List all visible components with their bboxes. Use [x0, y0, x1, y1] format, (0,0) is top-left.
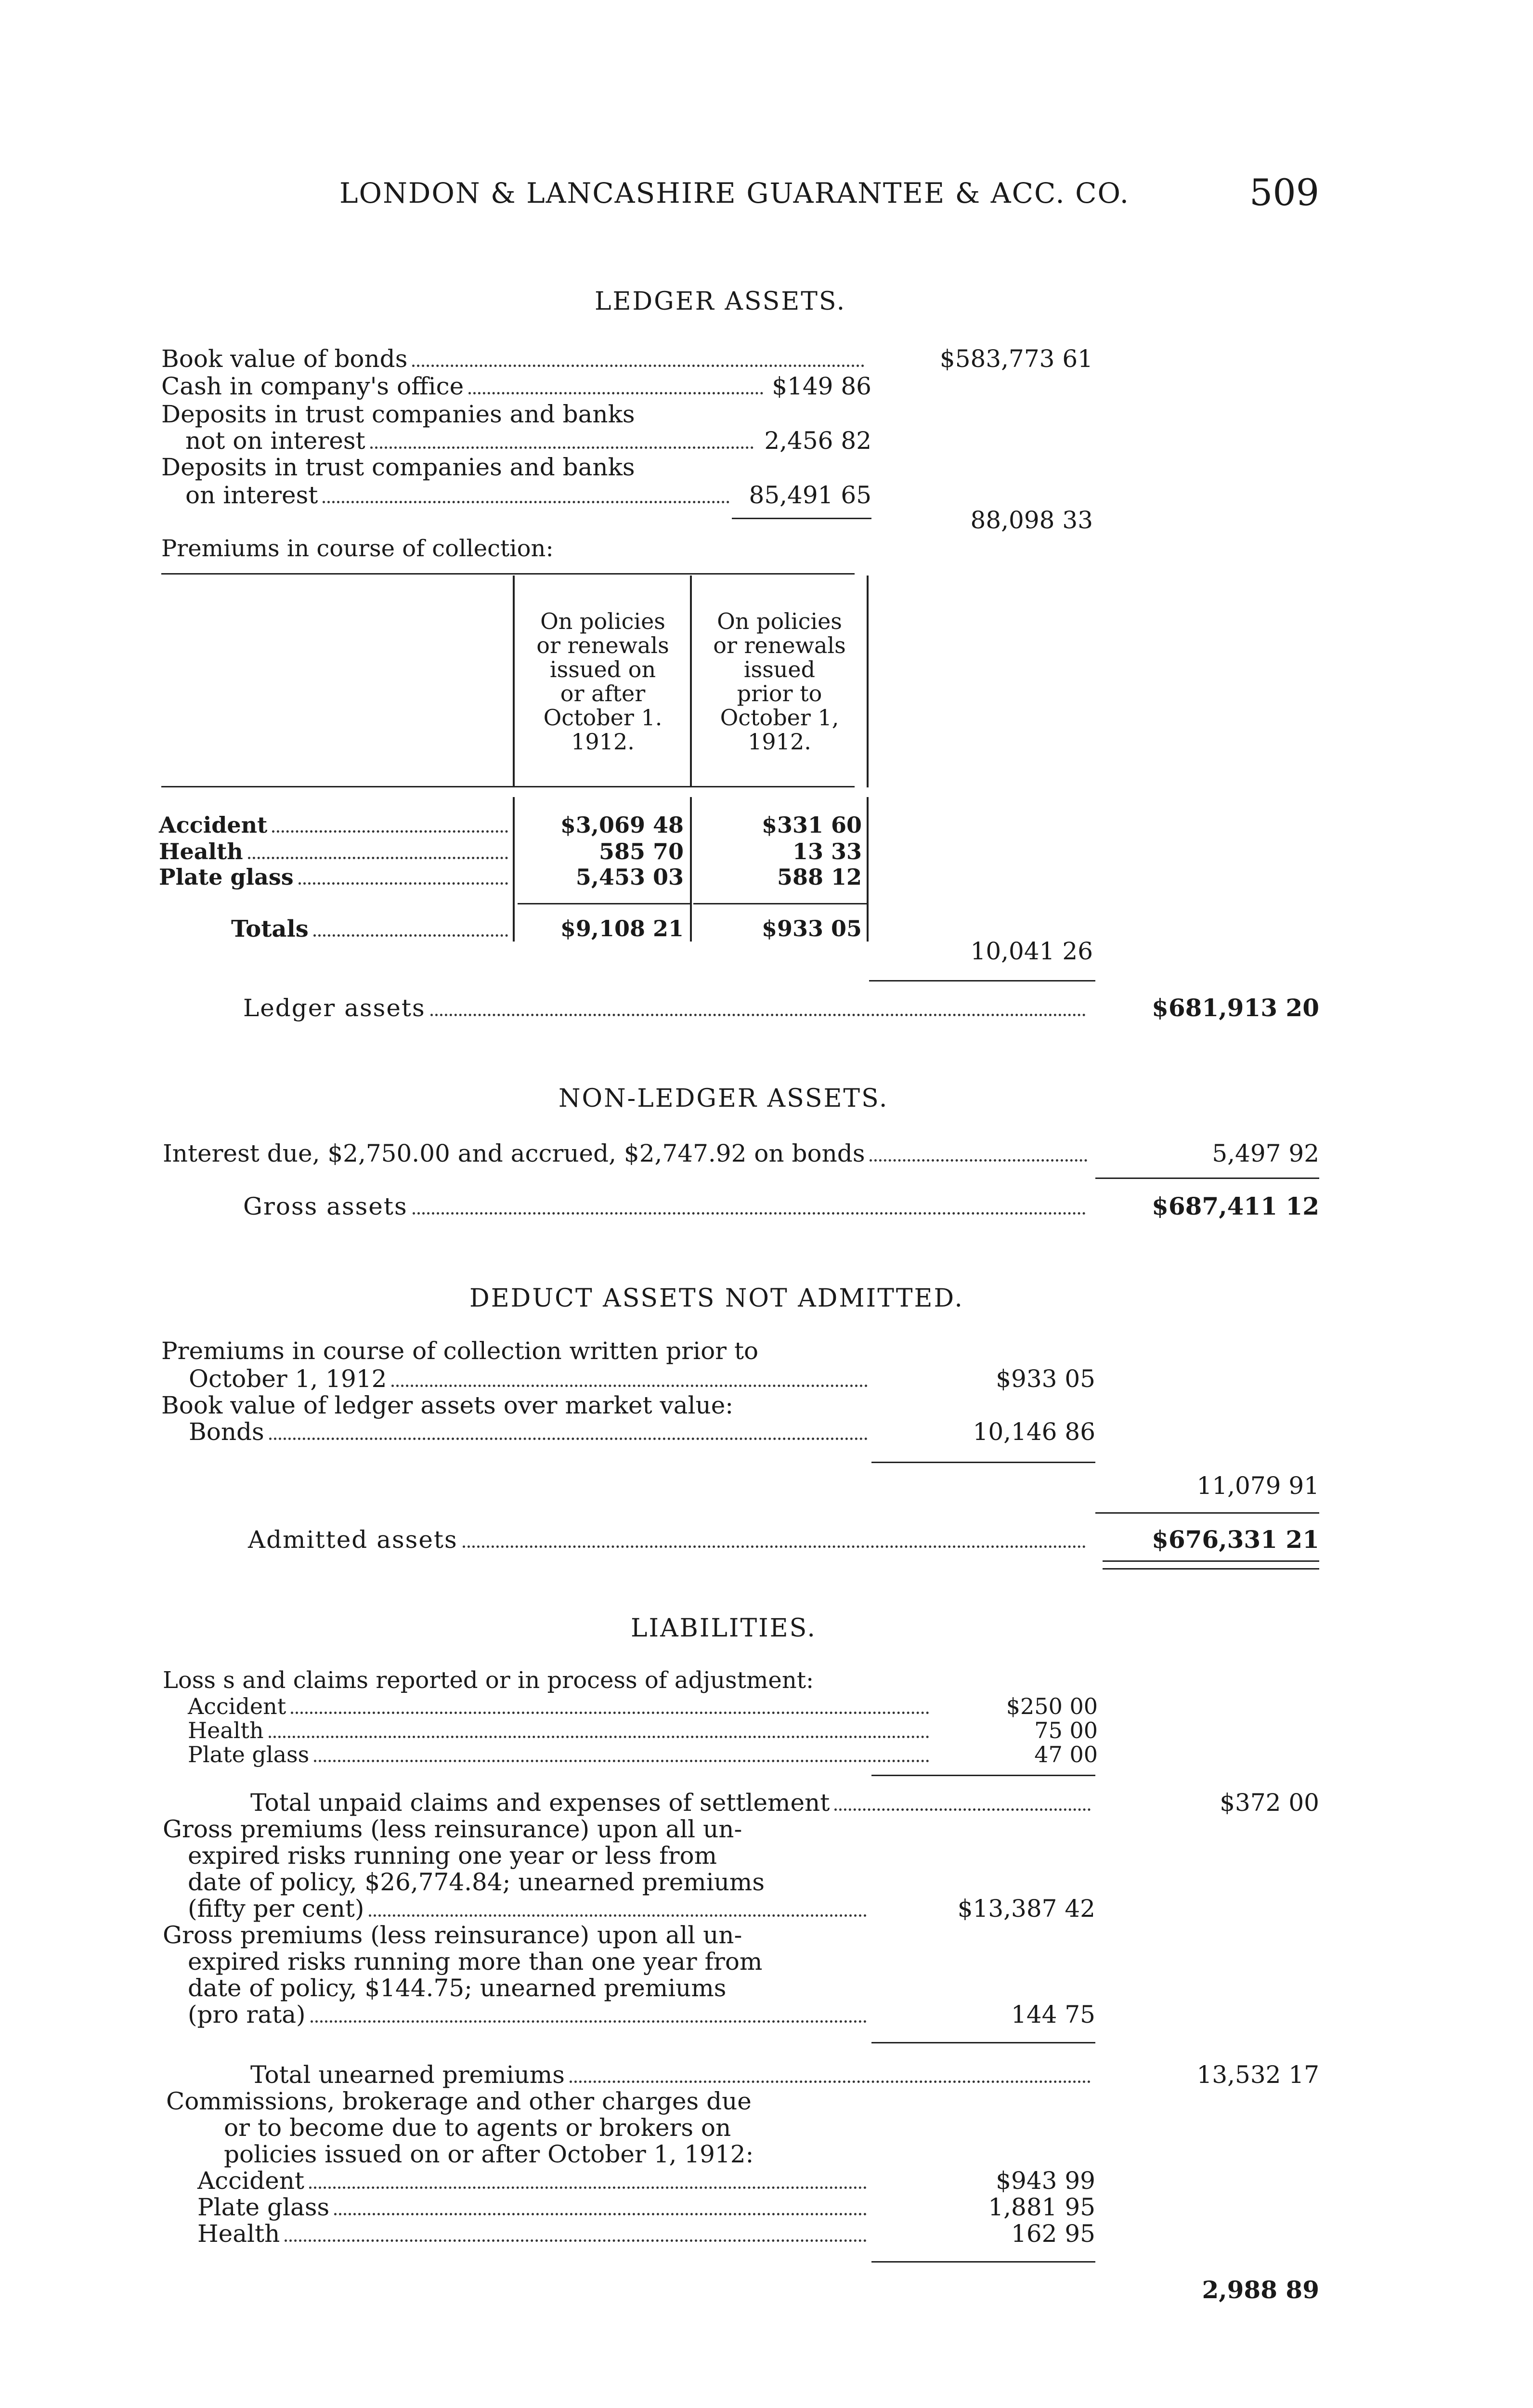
row-label: Health: [159, 838, 243, 864]
table-row: [159, 840, 513, 864]
deposits-not-interest-line1: Deposits in trust companies and banks: [161, 400, 635, 428]
total-unpaid-amount: $372 00: [1220, 1789, 1319, 1817]
gross1-amount: $13,387 42: [957, 1895, 1095, 1923]
interest-amount: 5,497 92: [1212, 1139, 1319, 1167]
table-header-col-b: [693, 609, 866, 754]
deposits-not-interest-row: [185, 429, 758, 454]
header-line: October 1,: [720, 705, 839, 731]
row-label: on interest: [185, 481, 318, 509]
commissions-line: or to become due to agents or brokers on: [224, 2114, 731, 2142]
deduct-line3: Book value of ledger assets over market value:: [161, 1391, 734, 1419]
total-unpaid-row: [250, 1791, 1095, 1816]
table-header-rule: [161, 786, 855, 787]
loss-row: [188, 1695, 934, 1719]
commissions-line: Commissions, brokerage and other charges due: [166, 2087, 752, 2115]
admitted-rule: [1095, 1512, 1319, 1514]
totals-value-a: $9,108 21: [560, 916, 684, 942]
section-heading-liabilities: LIABILITIES.: [631, 1614, 817, 1643]
premiums-label: Premiums in course of collection:: [161, 535, 554, 562]
deduct-row-1: [189, 1367, 872, 1392]
row-label: Plate glass: [197, 2193, 330, 2221]
losses-label: Loss s and claims reported or in process of adjustment:: [163, 1667, 814, 1694]
admitted-assets-amount: $676,331 21: [1152, 1525, 1319, 1554]
total-unearned-amount: 13,532 17: [1196, 2061, 1319, 2089]
section-heading-deduct: DEDUCT ASSETS NOT ADMITTED.: [469, 1284, 964, 1313]
commissions-rule: [871, 2261, 1095, 2263]
gross1-row: [188, 1897, 871, 1922]
table-col-rule-3: [867, 576, 869, 787]
header-line: On policies: [717, 608, 842, 634]
cash-office-row: [161, 374, 768, 399]
commissions-line: policies issued on or after October 1, 1912:: [224, 2140, 754, 2168]
section-heading-non-ledger: NON-LEDGER ASSETS.: [559, 1084, 889, 1113]
row-value-b: 13 33: [792, 838, 862, 864]
double-rule-bottom: [1103, 1568, 1319, 1570]
book-value-bonds-row: [161, 347, 869, 372]
header-line: October 1.: [543, 705, 663, 731]
table-col-rule-2: [690, 576, 692, 787]
cash-office-amount: $149 86: [772, 372, 871, 400]
deduct-line1: Premiums in course of collection written prior to: [161, 1337, 759, 1365]
header-line: or renewals: [536, 632, 669, 658]
deposits-interest-row: [185, 483, 734, 508]
commission-amount: $943 99: [996, 2167, 1095, 2195]
row-label: Accident: [188, 1693, 286, 1719]
row-label: Health: [188, 1717, 264, 1743]
deposits-not-interest-amount: 2,456 82: [764, 427, 871, 455]
admitted-assets-row: [248, 1528, 1091, 1553]
loss-amount: 47 00: [1034, 1741, 1098, 1767]
deduct-rule: [871, 1462, 1095, 1463]
gross1-line: Gross premiums (less reinsurance) upon all un-: [163, 1815, 742, 1843]
row-value-a: 5,453 03: [575, 864, 684, 890]
deduct-row-2: [189, 1420, 872, 1445]
row-label: Interest due, $2,750.00 and accrued, $2,747.92 on bonds: [163, 1139, 865, 1167]
row-label: Plate glass: [188, 1741, 310, 1767]
loss-amount: 75 00: [1034, 1717, 1098, 1743]
table-row: [159, 866, 513, 890]
commission-row: [197, 2222, 871, 2247]
interest-row: [163, 1141, 1092, 1166]
header-line: On policies: [540, 608, 665, 634]
gross2-line: expired risks running more than one year from: [188, 1948, 763, 1976]
row-label: Health: [197, 2220, 280, 2248]
totals-rule-a: [518, 903, 690, 904]
commissions-total-amount: 2,988 89: [1202, 2276, 1319, 2304]
table-row: [159, 814, 513, 838]
gross-assets-amount: $687,411 12: [1152, 1192, 1319, 1220]
header-line: 1912.: [748, 729, 811, 755]
interest-rule: [1095, 1178, 1319, 1179]
page-number: 509: [1249, 171, 1320, 214]
row-value-b: 588 12: [777, 864, 862, 890]
row-value-a: $3,069 48: [560, 812, 684, 838]
table-header-col-a: [516, 609, 689, 754]
row-label: not on interest: [185, 427, 365, 455]
unearned-rule: [871, 2042, 1095, 2043]
table-body-col-rule-3: [867, 797, 869, 942]
loss-row: [188, 1743, 934, 1767]
header-line: issued: [743, 656, 816, 682]
row-value-a: 585 70: [598, 838, 684, 864]
book-value-bonds-amount: $583,773 61: [939, 345, 1093, 373]
deduct-amount-1: $933 05: [996, 1365, 1095, 1393]
loss-rule: [871, 1775, 1095, 1776]
premiums-total-amount: 10,041 26: [970, 937, 1093, 965]
total-unearned-row: [250, 2063, 1095, 2088]
gross1-line: date of policy, $26,774.84; unearned premiums: [188, 1868, 765, 1896]
table-body-col-rule-2: [690, 797, 692, 942]
row-label: Totals: [231, 916, 309, 942]
row-label: Book value of bonds: [161, 345, 408, 373]
cash-total-amount: 88,098 33: [970, 506, 1093, 534]
header-line: issued on: [549, 656, 656, 682]
row-value-b: $331 60: [761, 812, 862, 838]
row-label: Ledger assets: [243, 994, 426, 1022]
table-col-rule-1: [513, 576, 515, 787]
double-rule-top: [1103, 1560, 1319, 1562]
table-top-rule: [161, 573, 855, 575]
totals-row: [231, 917, 513, 942]
deduct-amount-2: 10,146 86: [973, 1418, 1095, 1446]
row-label: October 1, 1912: [189, 1365, 387, 1393]
ledger-assets-total-row: [243, 996, 1091, 1021]
row-label: Accident: [159, 812, 268, 838]
commission-amount: 162 95: [1011, 2220, 1095, 2248]
commission-row: [197, 2169, 871, 2194]
loss-amount: $250 00: [1006, 1693, 1098, 1719]
loss-row: [188, 1719, 934, 1743]
row-label: Bonds: [189, 1418, 264, 1446]
totals-value-b: $933 05: [761, 916, 862, 942]
row-label: (pro rata): [188, 2001, 306, 2028]
table-body-col-rule-1: [513, 797, 515, 942]
row-label: Plate glass: [159, 864, 294, 890]
gross-assets-row: [243, 1194, 1091, 1219]
totals-rule-b: [693, 903, 867, 904]
row-label: Accident: [197, 2167, 304, 2195]
header-line: prior to: [737, 681, 822, 707]
ledger-assets-total-amount: $681,913 20: [1152, 994, 1319, 1022]
row-label: (fifty per cent): [188, 1895, 364, 1923]
section-heading-ledger-assets: LEDGER ASSETS.: [595, 287, 846, 316]
row-label: Total unpaid claims and expenses of settlement: [250, 1789, 830, 1817]
ledger-subtotal-rule: [869, 980, 1095, 982]
header-line: 1912.: [571, 729, 635, 755]
deposits-interest-line1: Deposits in trust companies and banks: [161, 453, 635, 481]
commission-amount: 1,881 95: [988, 2193, 1095, 2221]
row-label: Admitted assets: [248, 1526, 458, 1554]
commission-row: [197, 2195, 871, 2220]
running-title: LONDON & LANCASHIRE GUARANTEE & ACC. CO.: [339, 177, 1130, 209]
deduct-total-amount: 11,079 91: [1196, 1472, 1319, 1500]
gross2-line: Gross premiums (less reinsurance) upon all un-: [163, 1921, 742, 1949]
row-label: Gross assets: [243, 1192, 408, 1220]
gross2-line: date of policy, $144.75; unearned premiums: [188, 1974, 727, 2002]
header-line: or renewals: [713, 632, 846, 658]
header-line: or after: [560, 681, 646, 707]
subtotal-rule: [732, 518, 871, 519]
gross1-line: expired risks running one year or less from: [188, 1842, 717, 1870]
deposits-interest-amount: 85,491 65: [749, 481, 871, 509]
row-label: Cash in company's office: [161, 372, 464, 400]
row-label: Total unearned premiums: [250, 2061, 565, 2089]
gross2-amount: 144 75: [1011, 2001, 1095, 2028]
gross2-row: [188, 2002, 871, 2028]
